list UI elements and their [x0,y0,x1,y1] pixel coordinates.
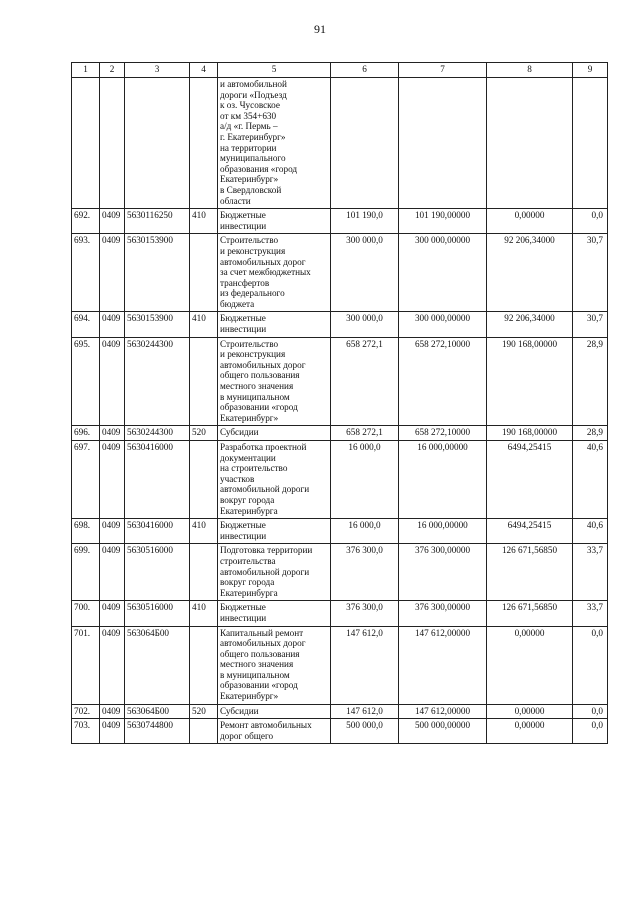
approved-amount-cell: 147 612,0 [331,626,399,704]
row-number-cell: 692. [72,209,100,234]
target-article-cell [125,78,190,209]
target-article-cell: 5630744800 [125,719,190,744]
row-number-cell: 699. [72,544,100,601]
budget-amount-cell: 16 000,00000 [399,519,487,544]
executed-amount-cell: 126 671,56850 [487,601,573,626]
executed-amount-cell: 0,00000 [487,626,573,704]
table-row [72,544,608,601]
table-row [72,719,608,744]
description-cell: Бюджетные инвестиции [218,601,331,626]
executed-amount-cell: 6494,25415 [487,441,573,519]
table-row [72,519,608,544]
percent-cell: 33,7 [573,601,608,626]
approved-amount-cell: 300 000,0 [331,312,399,337]
description-cell: Бюджетные инвестиции [218,312,331,337]
table-row [72,234,608,312]
column-header: 5 [218,63,331,78]
section-code-cell: 0409 [100,209,125,234]
row-number-cell: 698. [72,519,100,544]
target-article-cell: 5630516000 [125,544,190,601]
page-number: 91 [314,22,326,36]
table-row [72,601,608,626]
section-code-cell: 0409 [100,519,125,544]
expense-type-cell [190,441,218,519]
row-number-cell: 703. [72,719,100,744]
target-article-cell: 5630516000 [125,601,190,626]
table-row [72,626,608,704]
expense-type-cell: 520 [190,426,218,441]
section-code-cell: 0409 [100,312,125,337]
expense-type-cell [190,544,218,601]
percent-cell: 40,6 [573,441,608,519]
percent-cell: 28,9 [573,337,608,426]
budget-amount-cell: 16 000,00000 [399,441,487,519]
column-header: 9 [573,63,608,78]
row-number-cell: 702. [72,704,100,719]
percent-cell: 30,7 [573,312,608,337]
approved-amount-cell: 300 000,0 [331,234,399,312]
description-cell: Ремонт автомобильных дорог общего [218,719,331,744]
table-body [72,78,608,744]
budget-table [71,62,608,744]
budget-amount-cell: 101 190,00000 [399,209,487,234]
budget-amount-cell: 300 000,00000 [399,312,487,337]
section-code-cell: 0409 [100,234,125,312]
table-row [72,78,608,209]
section-code-cell: 0409 [100,426,125,441]
row-number-cell: 700. [72,601,100,626]
target-article-cell: 5630244300 [125,426,190,441]
column-header: 7 [399,63,487,78]
row-number-cell: 695. [72,337,100,426]
percent-cell: 0,0 [573,209,608,234]
table-row [72,441,608,519]
percent-cell: 0,0 [573,704,608,719]
row-number-cell: 693. [72,234,100,312]
target-article-cell: 5630244300 [125,337,190,426]
description-cell: Субсидии [218,704,331,719]
executed-amount-cell: 0,00000 [487,704,573,719]
header-row [72,63,608,78]
target-article-cell: 5630416000 [125,441,190,519]
budget-amount-cell: 147 612,00000 [399,626,487,704]
approved-amount-cell: 16 000,0 [331,441,399,519]
executed-amount-cell: 6494,25415 [487,519,573,544]
row-number-cell: 694. [72,312,100,337]
section-code-cell: 0409 [100,626,125,704]
row-number-cell [72,78,100,209]
section-code-cell: 0409 [100,337,125,426]
row-number-cell: 701. [72,626,100,704]
budget-amount-cell: 300 000,00000 [399,234,487,312]
target-article-cell: 5630416000 [125,519,190,544]
table-row [72,704,608,719]
table-row [72,426,608,441]
budget-amount-cell: 147 612,00000 [399,704,487,719]
approved-amount-cell: 147 612,0 [331,704,399,719]
column-header: 8 [487,63,573,78]
percent-cell [573,78,608,209]
row-number-cell: 697. [72,441,100,519]
target-article-cell: 5630153900 [125,312,190,337]
description-cell: Бюджетные инвестиции [218,519,331,544]
column-header: 6 [331,63,399,78]
percent-cell: 0,0 [573,719,608,744]
expense-type-cell [190,337,218,426]
budget-amount-cell: 658 272,10000 [399,337,487,426]
target-article-cell: 5630153900 [125,234,190,312]
section-code-cell: 0409 [100,601,125,626]
executed-amount-cell: 92 206,34000 [487,234,573,312]
executed-amount-cell: 0,00000 [487,209,573,234]
row-number-cell: 696. [72,426,100,441]
approved-amount-cell: 16 000,0 [331,519,399,544]
section-code-cell: 0409 [100,719,125,744]
description-cell: Строительство и реконструкция автомобильных дорог общего пользования местного значения в муниципальном образовании «город Екатеринбург» [218,337,331,426]
executed-amount-cell: 190 168,00000 [487,426,573,441]
target-article-cell: 563064Б00 [125,626,190,704]
percent-cell: 33,7 [573,544,608,601]
description-cell: Подготовка территории строительства автомобильной дороги вокруг города Екатеринбурга [218,544,331,601]
target-article-cell: 563064Б00 [125,704,190,719]
expense-type-cell: 410 [190,312,218,337]
description-cell: Строительство и реконструкция автомобильных дорог за счет межбюджетных трансфертов из федерального бюджета [218,234,331,312]
table-row [72,209,608,234]
budget-amount-cell [399,78,487,209]
section-code-cell: 0409 [100,544,125,601]
expense-type-cell [190,78,218,209]
approved-amount-cell: 101 190,0 [331,209,399,234]
description-cell: Субсидии [218,426,331,441]
budget-amount-cell: 658 272,10000 [399,426,487,441]
description-cell: Разработка проектной документации на строительство участков автомобильной дороги вокруг города Екатеринбурга [218,441,331,519]
section-code-cell: 0409 [100,441,125,519]
column-header: 2 [100,63,125,78]
description-cell: Бюджетные инвестиции [218,209,331,234]
column-header: 1 [72,63,100,78]
percent-cell: 0,0 [573,626,608,704]
section-code-cell: 0409 [100,704,125,719]
expense-type-cell: 410 [190,601,218,626]
table-row [72,337,608,426]
percent-cell: 30,7 [573,234,608,312]
budget-amount-cell: 376 300,00000 [399,601,487,626]
approved-amount-cell: 658 272,1 [331,337,399,426]
description-cell: Капитальный ремонт автомобильных дорог общего пользования местного значения в муниципальном образовании «город Екатеринбург» [218,626,331,704]
section-code-cell [100,78,125,209]
expense-type-cell [190,234,218,312]
column-header: 4 [190,63,218,78]
expense-type-cell: 410 [190,519,218,544]
budget-amount-cell: 376 300,00000 [399,544,487,601]
column-header: 3 [125,63,190,78]
approved-amount-cell [331,78,399,209]
expense-type-cell: 520 [190,704,218,719]
approved-amount-cell: 376 300,0 [331,601,399,626]
expense-type-cell [190,626,218,704]
percent-cell: 28,9 [573,426,608,441]
executed-amount-cell: 126 671,56850 [487,544,573,601]
executed-amount-cell [487,78,573,209]
target-article-cell: 5630116250 [125,209,190,234]
expense-type-cell: 410 [190,209,218,234]
percent-cell: 40,6 [573,519,608,544]
executed-amount-cell: 92 206,34000 [487,312,573,337]
expense-type-cell [190,719,218,744]
description-cell: и автомобильной дороги «Подъезд к оз. Чусовское от км 354+630 а/д «г. Пермь – г. Екатеринбург» на территории муниципального образования «город Екатеринбург» в Свердловской области [218,78,331,209]
table-row [72,312,608,337]
approved-amount-cell: 658 272,1 [331,426,399,441]
executed-amount-cell: 0,00000 [487,719,573,744]
approved-amount-cell: 500 000,0 [331,719,399,744]
executed-amount-cell: 190 168,00000 [487,337,573,426]
approved-amount-cell: 376 300,0 [331,544,399,601]
budget-amount-cell: 500 000,00000 [399,719,487,744]
